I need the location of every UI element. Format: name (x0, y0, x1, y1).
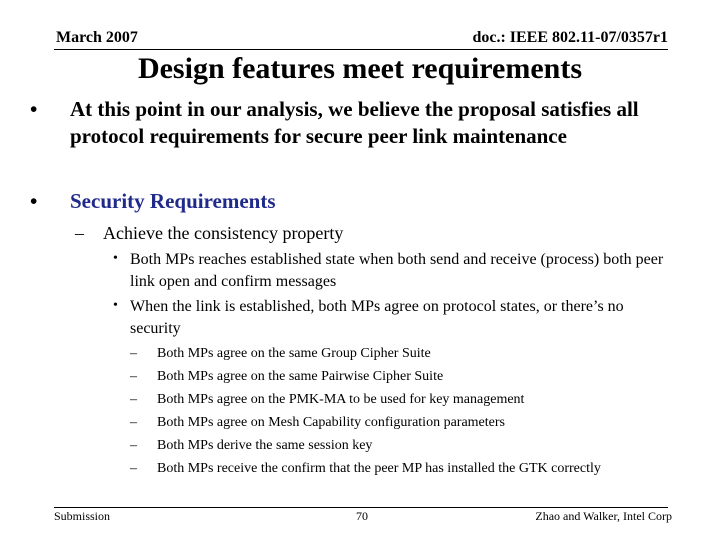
sub-bullet-marker: – (75, 223, 84, 243)
detail-item-session-key (130, 434, 372, 457)
sub-sub-bullet-text: When the link is established, both MPs agree on protocol states, or there’s no security (130, 298, 624, 337)
sub-bullet-consistency (75, 222, 343, 244)
detail-item-pmk-ma (130, 388, 524, 411)
footer-page-number: 70 (356, 509, 368, 523)
bullet-analysis (30, 96, 650, 150)
detail-marker: – (130, 461, 137, 476)
bullet-text: Security Requirements (70, 189, 276, 213)
detail-marker: – (130, 438, 137, 453)
sub-sub-bullet-link-established (113, 296, 670, 340)
detail-item-gtk-confirm (130, 457, 601, 480)
detail-item-pairwise-cipher (130, 365, 443, 388)
sub-sub-bullet-established-state (113, 249, 670, 293)
detail-text: Both MPs derive the same session key (157, 438, 373, 453)
sub-sub-bullet-marker: • (113, 251, 118, 266)
detail-marker: – (130, 346, 137, 361)
header-date: March 2007 (56, 29, 138, 46)
bullet-text: At this point in our analysis, we believe the proposal satisfies all protocol requirements for secure peer link maintenance (70, 97, 639, 148)
sub-sub-bullet-marker: • (113, 298, 118, 313)
bullet-marker: • (30, 97, 38, 121)
sub-sub-bullet-text: Both MPs reaches established state when both send and receive (process) both peer link open and confirm messages (130, 251, 664, 290)
footer-authors: Zhao and Walker, Intel Corp (535, 509, 672, 523)
header-divider (54, 49, 668, 50)
detail-marker: – (130, 369, 137, 384)
detail-text: Both MPs agree on the PMK-MA to be used for key management (157, 392, 525, 407)
footer-submission: Submission (54, 509, 111, 523)
header-doc-id: doc.: IEEE 802.11-07/0357r1 (472, 29, 668, 46)
detail-text: Both MPs agree on the same Group Cipher Suite (157, 346, 431, 361)
bullet-security-requirements (30, 188, 650, 215)
detail-text: Both MPs receive the confirm that the peer MP has installed the GTK correctly (157, 461, 601, 476)
slide-title: Design features meet requirements (137, 52, 583, 85)
bullet-marker: • (30, 189, 38, 213)
detail-text: Both MPs agree on Mesh Capability configuration parameters (157, 415, 505, 430)
detail-text: Both MPs agree on the same Pairwise Cipher Suite (157, 369, 444, 384)
detail-item-mesh-capability (130, 411, 505, 434)
detail-item-group-cipher (130, 342, 431, 365)
detail-marker: – (130, 415, 137, 430)
detail-marker: – (130, 392, 137, 407)
footer-divider (54, 507, 668, 508)
sub-bullet-text: Achieve the consistency property (103, 223, 344, 243)
